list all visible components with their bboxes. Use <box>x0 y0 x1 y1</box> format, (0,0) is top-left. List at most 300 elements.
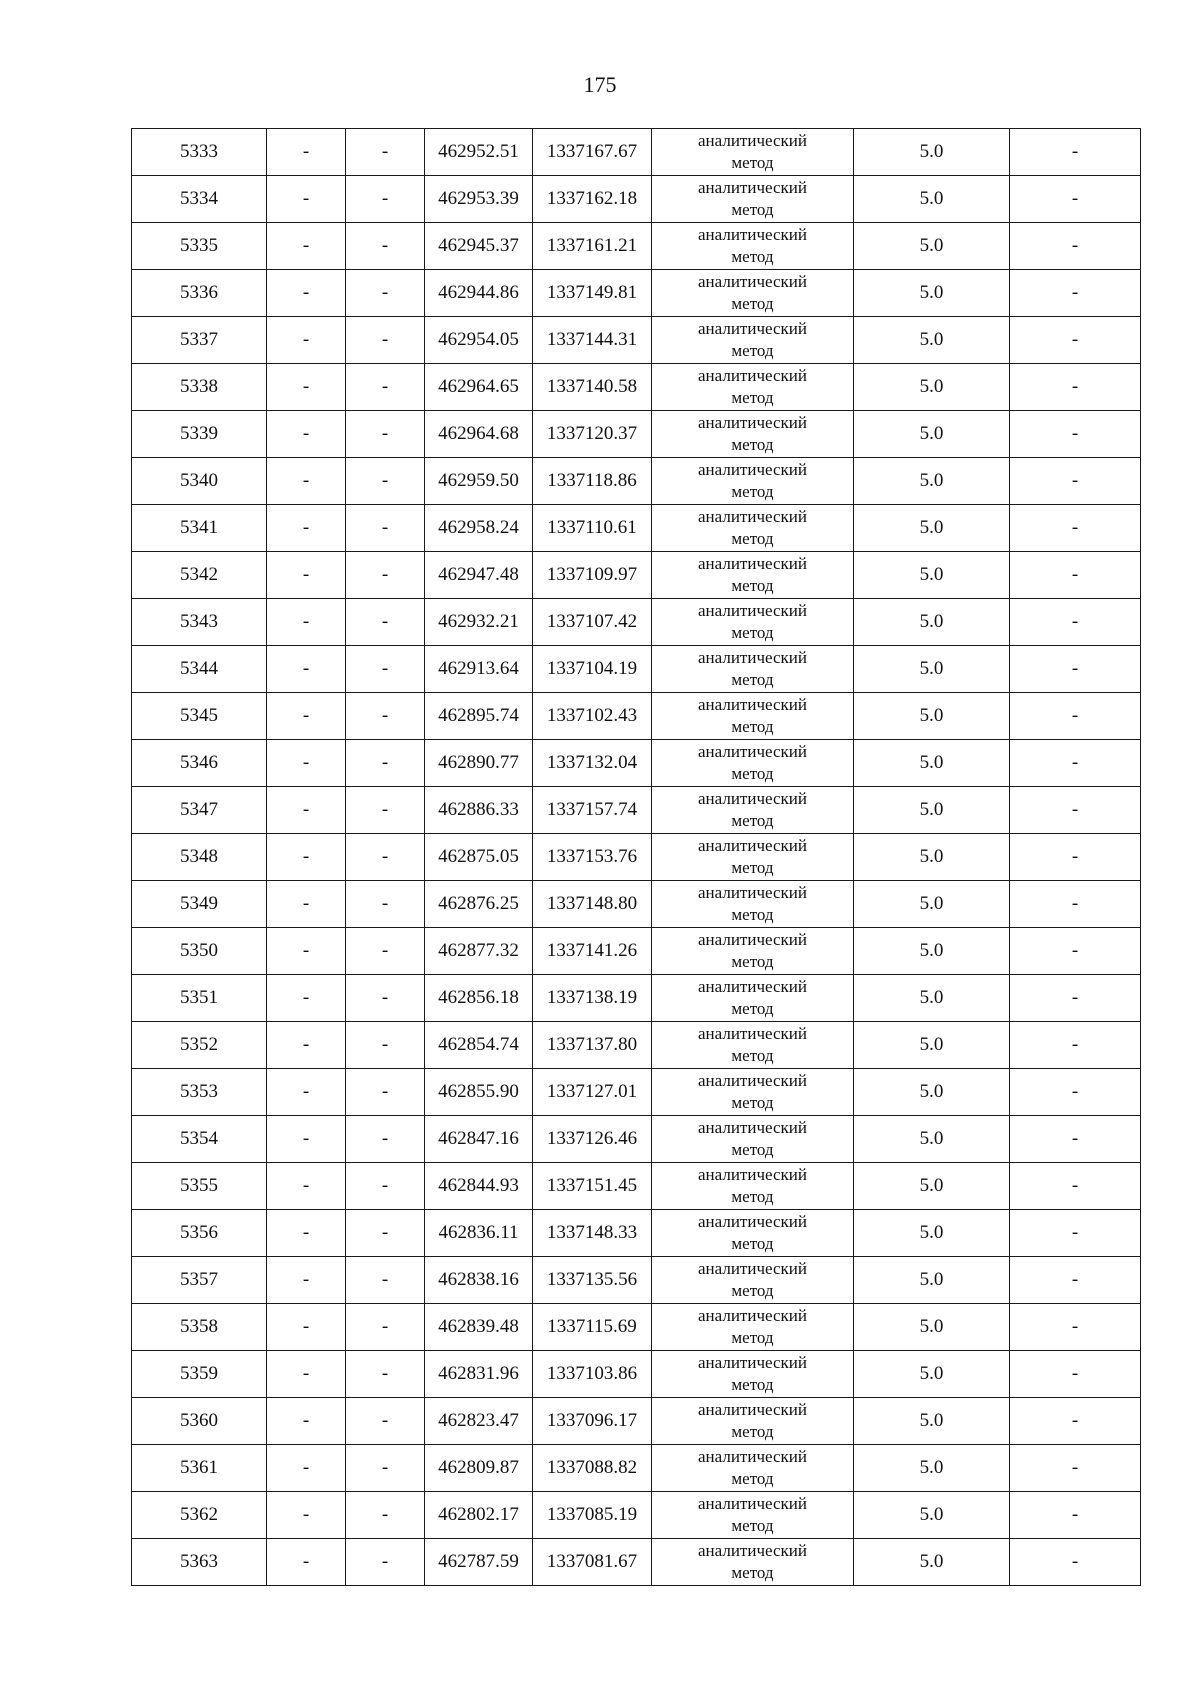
method-line: аналитический <box>698 131 807 150</box>
point-number-cell: 5338 <box>132 364 267 411</box>
empty-cell: - <box>1010 975 1141 1022</box>
empty-cell: - <box>346 1351 425 1398</box>
point-number-cell: 5340 <box>132 458 267 505</box>
empty-cell: - <box>1010 599 1141 646</box>
x-coordinate-cell: 462953.39 <box>425 176 533 223</box>
point-number-cell: 5358 <box>132 1304 267 1351</box>
empty-cell: - <box>267 270 346 317</box>
method-line: метод <box>731 952 774 971</box>
empty-cell: - <box>267 740 346 787</box>
empty-cell: - <box>346 599 425 646</box>
empty-cell: - <box>1010 1257 1141 1304</box>
empty-cell: - <box>346 552 425 599</box>
point-number-cell: 5359 <box>132 1351 267 1398</box>
table-row <box>132 1351 1141 1398</box>
method-line: аналитический <box>698 319 807 338</box>
y-coordinate-cell: 1337148.33 <box>533 1210 652 1257</box>
table-row <box>132 1492 1141 1539</box>
empty-cell: - <box>346 646 425 693</box>
y-coordinate-cell: 1337104.19 <box>533 646 652 693</box>
empty-cell: - <box>267 1445 346 1492</box>
method-line: метод <box>731 905 774 924</box>
x-coordinate-cell: 462952.51 <box>425 129 533 176</box>
empty-cell: - <box>1010 1398 1141 1445</box>
y-coordinate-cell: 1337161.21 <box>533 223 652 270</box>
empty-cell: - <box>1010 834 1141 881</box>
accuracy-cell: 5.0 <box>854 1445 1010 1492</box>
x-coordinate-cell: 462932.21 <box>425 599 533 646</box>
empty-cell: - <box>267 975 346 1022</box>
accuracy-cell: 5.0 <box>854 458 1010 505</box>
x-coordinate-cell: 462876.25 <box>425 881 533 928</box>
empty-cell: - <box>267 928 346 975</box>
accuracy-cell: 5.0 <box>854 1539 1010 1586</box>
point-number-cell: 5344 <box>132 646 267 693</box>
method-line: метод <box>731 435 774 454</box>
point-number-cell: 5360 <box>132 1398 267 1445</box>
x-coordinate-cell: 462954.05 <box>425 317 533 364</box>
y-coordinate-cell: 1337085.19 <box>533 1492 652 1539</box>
method-line: аналитический <box>698 1118 807 1137</box>
empty-cell: - <box>267 317 346 364</box>
method-line: аналитический <box>698 225 807 244</box>
table-row <box>132 1304 1141 1351</box>
table-row <box>132 505 1141 552</box>
method-line: метод <box>731 1281 774 1300</box>
empty-cell: - <box>1010 881 1141 928</box>
table-row <box>132 176 1141 223</box>
empty-cell: - <box>267 1116 346 1163</box>
method-line: аналитический <box>698 1212 807 1231</box>
x-coordinate-cell: 462958.24 <box>425 505 533 552</box>
method-cell <box>652 1304 854 1351</box>
method-line: метод <box>731 717 774 736</box>
method-line: аналитический <box>698 648 807 667</box>
accuracy-cell: 5.0 <box>854 411 1010 458</box>
method-line: аналитический <box>698 413 807 432</box>
x-coordinate-cell: 462844.93 <box>425 1163 533 1210</box>
table-row <box>132 1022 1141 1069</box>
y-coordinate-cell: 1337118.86 <box>533 458 652 505</box>
y-coordinate-cell: 1337110.61 <box>533 505 652 552</box>
empty-cell: - <box>267 1304 346 1351</box>
method-line: аналитический <box>698 836 807 855</box>
y-coordinate-cell: 1337096.17 <box>533 1398 652 1445</box>
point-number-cell: 5363 <box>132 1539 267 1586</box>
empty-cell: - <box>1010 1304 1141 1351</box>
method-line: метод <box>731 200 774 219</box>
method-line: аналитический <box>698 789 807 808</box>
method-line: аналитический <box>698 1024 807 1043</box>
method-line: аналитический <box>698 1071 807 1090</box>
method-line: метод <box>731 1469 774 1488</box>
x-coordinate-cell: 462802.17 <box>425 1492 533 1539</box>
empty-cell: - <box>267 1210 346 1257</box>
x-coordinate-cell: 462959.50 <box>425 458 533 505</box>
method-line: метод <box>731 388 774 407</box>
method-line: аналитический <box>698 554 807 573</box>
accuracy-cell: 5.0 <box>854 787 1010 834</box>
method-cell <box>652 928 854 975</box>
accuracy-cell: 5.0 <box>854 740 1010 787</box>
x-coordinate-cell: 462854.74 <box>425 1022 533 1069</box>
empty-cell: - <box>267 1539 346 1586</box>
x-coordinate-cell: 462964.68 <box>425 411 533 458</box>
accuracy-cell: 5.0 <box>854 1492 1010 1539</box>
method-line: аналитический <box>698 742 807 761</box>
x-coordinate-cell: 462838.16 <box>425 1257 533 1304</box>
y-coordinate-cell: 1337141.26 <box>533 928 652 975</box>
empty-cell: - <box>267 599 346 646</box>
table-row <box>132 317 1141 364</box>
x-coordinate-cell: 462855.90 <box>425 1069 533 1116</box>
empty-cell: - <box>267 176 346 223</box>
table-row <box>132 1116 1141 1163</box>
x-coordinate-cell: 462913.64 <box>425 646 533 693</box>
y-coordinate-cell: 1337162.18 <box>533 176 652 223</box>
method-line: аналитический <box>698 1353 807 1372</box>
empty-cell: - <box>346 317 425 364</box>
empty-cell: - <box>267 1022 346 1069</box>
y-coordinate-cell: 1337144.31 <box>533 317 652 364</box>
table-row <box>132 364 1141 411</box>
method-line: аналитический <box>698 460 807 479</box>
empty-cell: - <box>346 1398 425 1445</box>
table-row <box>132 1398 1141 1445</box>
method-cell <box>652 364 854 411</box>
table-row <box>132 270 1141 317</box>
x-coordinate-cell: 462847.16 <box>425 1116 533 1163</box>
point-number-cell: 5361 <box>132 1445 267 1492</box>
method-cell <box>652 129 854 176</box>
method-cell <box>652 1163 854 1210</box>
table-row <box>132 599 1141 646</box>
x-coordinate-cell: 462886.33 <box>425 787 533 834</box>
method-cell <box>652 1445 854 1492</box>
method-cell <box>652 1257 854 1304</box>
y-coordinate-cell: 1337103.86 <box>533 1351 652 1398</box>
table-row <box>132 1069 1141 1116</box>
x-coordinate-cell: 462944.86 <box>425 270 533 317</box>
empty-cell: - <box>1010 411 1141 458</box>
table-row <box>132 411 1141 458</box>
point-number-cell: 5339 <box>132 411 267 458</box>
table-row <box>132 1163 1141 1210</box>
empty-cell: - <box>346 411 425 458</box>
point-number-cell: 5354 <box>132 1116 267 1163</box>
y-coordinate-cell: 1337148.80 <box>533 881 652 928</box>
method-cell <box>652 458 854 505</box>
y-coordinate-cell: 1337157.74 <box>533 787 652 834</box>
method-cell <box>652 646 854 693</box>
y-coordinate-cell: 1337151.45 <box>533 1163 652 1210</box>
method-line: аналитический <box>698 601 807 620</box>
method-line: аналитический <box>698 507 807 526</box>
empty-cell: - <box>267 552 346 599</box>
method-line: метод <box>731 1422 774 1441</box>
empty-cell: - <box>346 223 425 270</box>
method-line: аналитический <box>698 930 807 949</box>
accuracy-cell: 5.0 <box>854 317 1010 364</box>
point-number-cell: 5348 <box>132 834 267 881</box>
x-coordinate-cell: 462945.37 <box>425 223 533 270</box>
method-line: аналитический <box>698 366 807 385</box>
method-cell <box>652 881 854 928</box>
method-cell <box>652 552 854 599</box>
coordinates-table <box>131 128 1141 1586</box>
method-cell <box>652 740 854 787</box>
method-line: аналитический <box>698 1165 807 1184</box>
x-coordinate-cell: 462895.74 <box>425 693 533 740</box>
table-row <box>132 1445 1141 1492</box>
empty-cell: - <box>267 223 346 270</box>
empty-cell: - <box>346 1210 425 1257</box>
empty-cell: - <box>1010 505 1141 552</box>
page-number: 175 <box>583 72 617 97</box>
method-cell <box>652 1069 854 1116</box>
method-cell <box>652 693 854 740</box>
empty-cell: - <box>1010 1069 1141 1116</box>
y-coordinate-cell: 1337135.56 <box>533 1257 652 1304</box>
empty-cell: - <box>267 646 346 693</box>
empty-cell: - <box>267 1069 346 1116</box>
y-coordinate-cell: 1337102.43 <box>533 693 652 740</box>
method-cell <box>652 176 854 223</box>
y-coordinate-cell: 1337167.67 <box>533 129 652 176</box>
method-line: метод <box>731 858 774 877</box>
empty-cell: - <box>267 364 346 411</box>
y-coordinate-cell: 1337126.46 <box>533 1116 652 1163</box>
accuracy-cell: 5.0 <box>854 505 1010 552</box>
point-number-cell: 5345 <box>132 693 267 740</box>
method-cell <box>652 505 854 552</box>
empty-cell: - <box>267 505 346 552</box>
empty-cell: - <box>346 129 425 176</box>
table-row <box>132 1257 1141 1304</box>
method-cell <box>652 1398 854 1445</box>
y-coordinate-cell: 1337107.42 <box>533 599 652 646</box>
y-coordinate-cell: 1337153.76 <box>533 834 652 881</box>
y-coordinate-cell: 1337115.69 <box>533 1304 652 1351</box>
method-line: аналитический <box>698 1259 807 1278</box>
empty-cell: - <box>267 1351 346 1398</box>
point-number-cell: 5347 <box>132 787 267 834</box>
table-row <box>132 552 1141 599</box>
accuracy-cell: 5.0 <box>854 1304 1010 1351</box>
method-line: метод <box>731 1328 774 1347</box>
empty-cell: - <box>346 176 425 223</box>
empty-cell: - <box>346 1163 425 1210</box>
empty-cell: - <box>267 411 346 458</box>
method-line: аналитический <box>698 1400 807 1419</box>
empty-cell: - <box>346 1539 425 1586</box>
accuracy-cell: 5.0 <box>854 1257 1010 1304</box>
method-line: метод <box>731 341 774 360</box>
y-coordinate-cell: 1337109.97 <box>533 552 652 599</box>
method-line: метод <box>731 999 774 1018</box>
accuracy-cell: 5.0 <box>854 270 1010 317</box>
accuracy-cell: 5.0 <box>854 693 1010 740</box>
x-coordinate-cell: 462875.05 <box>425 834 533 881</box>
accuracy-cell: 5.0 <box>854 881 1010 928</box>
method-cell <box>652 1492 854 1539</box>
accuracy-cell: 5.0 <box>854 1351 1010 1398</box>
method-line: метод <box>731 1140 774 1159</box>
x-coordinate-cell: 462787.59 <box>425 1539 533 1586</box>
empty-cell: - <box>346 458 425 505</box>
empty-cell: - <box>267 834 346 881</box>
empty-cell: - <box>1010 646 1141 693</box>
x-coordinate-cell: 462964.65 <box>425 364 533 411</box>
empty-cell: - <box>346 975 425 1022</box>
point-number-cell: 5353 <box>132 1069 267 1116</box>
point-number-cell: 5349 <box>132 881 267 928</box>
point-number-cell: 5337 <box>132 317 267 364</box>
empty-cell: - <box>346 693 425 740</box>
accuracy-cell: 5.0 <box>854 129 1010 176</box>
x-coordinate-cell: 462890.77 <box>425 740 533 787</box>
empty-cell: - <box>1010 552 1141 599</box>
empty-cell: - <box>346 881 425 928</box>
method-cell <box>652 834 854 881</box>
accuracy-cell: 5.0 <box>854 928 1010 975</box>
empty-cell: - <box>346 928 425 975</box>
x-coordinate-cell: 462947.48 <box>425 552 533 599</box>
empty-cell: - <box>267 458 346 505</box>
y-coordinate-cell: 1337081.67 <box>533 1539 652 1586</box>
x-coordinate-cell: 462836.11 <box>425 1210 533 1257</box>
point-number-cell: 5350 <box>132 928 267 975</box>
method-line: метод <box>731 482 774 501</box>
method-line: метод <box>731 764 774 783</box>
table-row <box>132 458 1141 505</box>
table-row <box>132 1210 1141 1257</box>
accuracy-cell: 5.0 <box>854 1398 1010 1445</box>
empty-cell: - <box>1010 176 1141 223</box>
point-number-cell: 5352 <box>132 1022 267 1069</box>
accuracy-cell: 5.0 <box>854 223 1010 270</box>
empty-cell: - <box>1010 223 1141 270</box>
method-line: метод <box>731 1563 774 1582</box>
point-number-cell: 5336 <box>132 270 267 317</box>
empty-cell: - <box>1010 740 1141 787</box>
empty-cell: - <box>267 881 346 928</box>
point-number-cell: 5342 <box>132 552 267 599</box>
y-coordinate-cell: 1337120.37 <box>533 411 652 458</box>
method-line: аналитический <box>698 695 807 714</box>
method-line: метод <box>731 247 774 266</box>
table-row <box>132 834 1141 881</box>
empty-cell: - <box>1010 1163 1141 1210</box>
method-cell <box>652 1022 854 1069</box>
empty-cell: - <box>346 505 425 552</box>
empty-cell: - <box>1010 1492 1141 1539</box>
empty-cell: - <box>267 1492 346 1539</box>
table-row <box>132 928 1141 975</box>
method-cell <box>652 270 854 317</box>
method-line: аналитический <box>698 883 807 902</box>
table-row <box>132 975 1141 1022</box>
empty-cell: - <box>346 834 425 881</box>
method-cell <box>652 1539 854 1586</box>
method-cell <box>652 975 854 1022</box>
empty-cell: - <box>267 1398 346 1445</box>
y-coordinate-cell: 1337149.81 <box>533 270 652 317</box>
method-line: метод <box>731 529 774 548</box>
table-row <box>132 693 1141 740</box>
point-number-cell: 5357 <box>132 1257 267 1304</box>
method-cell <box>652 1116 854 1163</box>
y-coordinate-cell: 1337140.58 <box>533 364 652 411</box>
empty-cell: - <box>346 364 425 411</box>
method-line: метод <box>731 670 774 689</box>
y-coordinate-cell: 1337132.04 <box>533 740 652 787</box>
point-number-cell: 5346 <box>132 740 267 787</box>
method-line: аналитический <box>698 1494 807 1513</box>
accuracy-cell: 5.0 <box>854 552 1010 599</box>
empty-cell: - <box>1010 458 1141 505</box>
table-row <box>132 223 1141 270</box>
method-line: аналитический <box>698 977 807 996</box>
y-coordinate-cell: 1337127.01 <box>533 1069 652 1116</box>
empty-cell: - <box>1010 317 1141 364</box>
empty-cell: - <box>267 1257 346 1304</box>
method-line: метод <box>731 1375 774 1394</box>
method-line: метод <box>731 294 774 313</box>
empty-cell: - <box>267 1163 346 1210</box>
method-cell <box>652 411 854 458</box>
empty-cell: - <box>1010 928 1141 975</box>
empty-cell: - <box>346 1116 425 1163</box>
table-body <box>132 129 1141 1586</box>
table-row <box>132 740 1141 787</box>
empty-cell: - <box>346 270 425 317</box>
empty-cell: - <box>1010 1539 1141 1586</box>
point-number-cell: 5333 <box>132 129 267 176</box>
point-number-cell: 5355 <box>132 1163 267 1210</box>
point-number-cell: 5335 <box>132 223 267 270</box>
accuracy-cell: 5.0 <box>854 1069 1010 1116</box>
method-line: аналитический <box>698 1541 807 1560</box>
empty-cell: - <box>267 693 346 740</box>
method-line: метод <box>731 1046 774 1065</box>
empty-cell: - <box>1010 693 1141 740</box>
method-line: метод <box>731 1234 774 1253</box>
point-number-cell: 5351 <box>132 975 267 1022</box>
method-line: аналитический <box>698 272 807 291</box>
method-line: метод <box>731 576 774 595</box>
accuracy-cell: 5.0 <box>854 1116 1010 1163</box>
method-line: метод <box>731 1516 774 1535</box>
method-cell <box>652 1351 854 1398</box>
empty-cell: - <box>346 1022 425 1069</box>
method-line: аналитический <box>698 1447 807 1466</box>
method-cell <box>652 223 854 270</box>
empty-cell: - <box>346 1304 425 1351</box>
method-line: метод <box>731 811 774 830</box>
x-coordinate-cell: 462823.47 <box>425 1398 533 1445</box>
x-coordinate-cell: 462856.18 <box>425 975 533 1022</box>
empty-cell: - <box>346 1445 425 1492</box>
method-cell <box>652 599 854 646</box>
point-number-cell: 5356 <box>132 1210 267 1257</box>
empty-cell: - <box>1010 270 1141 317</box>
x-coordinate-cell: 462809.87 <box>425 1445 533 1492</box>
method-line: метод <box>731 623 774 642</box>
empty-cell: - <box>1010 787 1141 834</box>
empty-cell: - <box>1010 1116 1141 1163</box>
empty-cell: - <box>267 129 346 176</box>
